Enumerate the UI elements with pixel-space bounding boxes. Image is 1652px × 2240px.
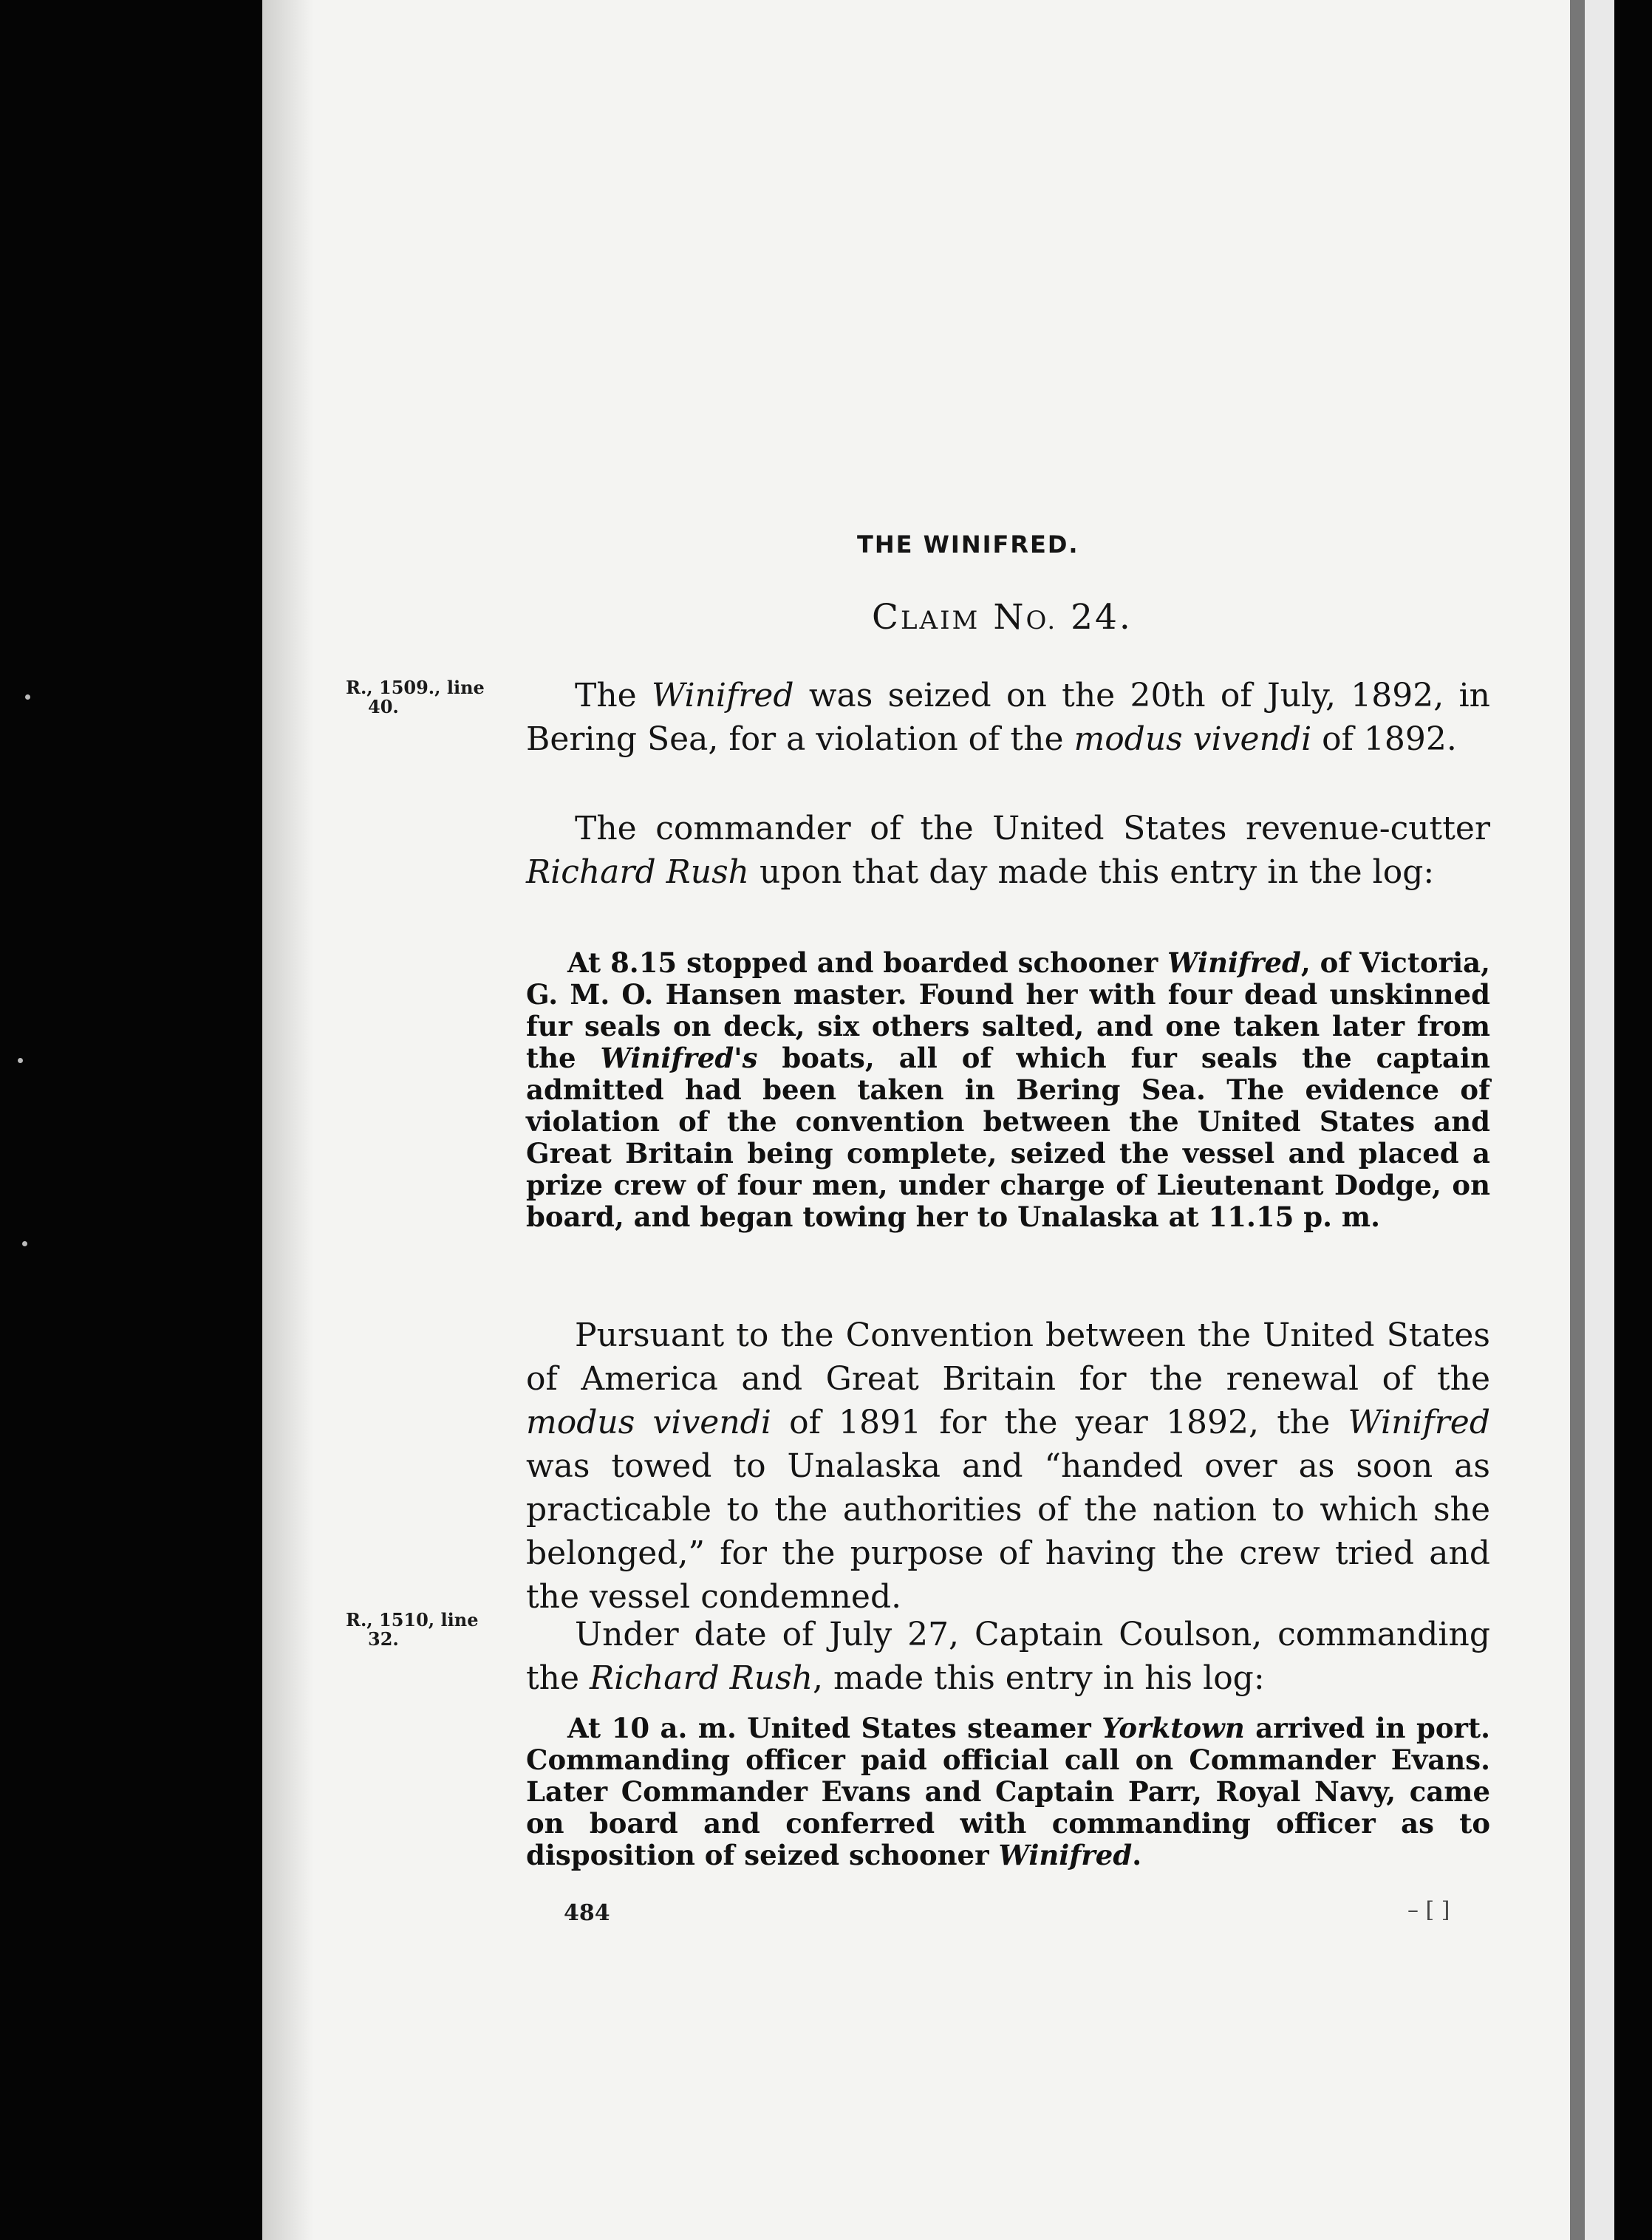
margin-reference-line: 32. [368,1628,399,1650]
scan-speck [18,1058,23,1063]
gutter-shadow [262,0,314,2240]
paragraph: The Winifred was seized on the 20th of July, 1892, in Bering Sea, for a violation of the modus vivendi of 1892. [526,677,1490,758]
vessel-name: Winifred [998,1839,1133,1871]
claim-number: 24. [1071,597,1133,638]
margin-reference [346,678,485,717]
chapter-heading: THE WINIFRED. [857,530,1079,559]
paragraph: Pursuant to the Convention between the United States of America and Great Britain for the renewal of the modus vivendi of 1891 for the year 1892, the Winifred was towed to Unalaska and “handed over as soon as practicable to the authorities of the nation to which she belonged,” for the purpose of having the crew tried and the vessel condemned. [526,1317,1491,1616]
vessel-name: Richard Rush [590,1659,813,1697]
margin-reference-line: R., 1510, line [346,1609,479,1631]
vessel-name: Richard Rush [526,853,749,891]
latin-term: modus vivendi [1074,720,1312,758]
paragraph: The commander of the United States revenue-cutter Richard Rush upon that day made this entry in the log: [526,810,1490,891]
claim-word-initial: C [872,597,901,638]
claim-title [872,597,1133,638]
log-quote: At 10 a. m. United States steamer Yorktown arrived in port. Commanding officer paid official call on Commander Evans. Later Commander Evans and Captain Parr, Royal Navy, came on board and conferred with commanding officer as to disposition of seized schooner Winifred. [526,1712,1490,1871]
margin-reference [346,1611,478,1649]
page-number: 484 [564,1900,610,1926]
claim-no-rest: O. [1025,606,1058,635]
paragraph: Under date of July 27, Captain Coulson, commanding the Richard Rush, made this entry in his log: [526,1616,1490,1697]
vessel-name: Yorktown [1102,1712,1245,1744]
vessel-name: Winifred's [600,1042,758,1074]
margin-reference-line: R., 1509., line [346,677,485,698]
claim-no-initial: N [993,597,1026,638]
margin-reference-line: 40. [368,696,399,717]
page-edge-light [1585,0,1614,2240]
latin-term: modus vivendi [526,1404,771,1441]
corner-mark: – [ ] [1407,1897,1450,1923]
vessel-name: Winifred [1348,1404,1491,1441]
vessel-name: Winifred [1167,946,1301,979]
log-quote: At 8.15 stopped and boarded schooner Winifred, of Victoria, G. M. O. Hansen master. Found her with four dead unskinned fur seals on deck, six others salted, and one taken later from the Winifred's boats, all of which fur seals the captain admitted had been taken in Bering Sea. The evidence of violation of the convention between the United States and Great Britain being complete, seized the vessel and placed a prize crew of four men, under charge of Lieutenant Dodge, on board, and began towing her to Unalaska at 11.15 p. m. [526,946,1491,1233]
page-edge [1570,0,1585,2240]
claim-word-rest: LAIM [900,606,980,635]
vessel-name: Winifred [652,677,794,714]
scan-speck [25,694,30,700]
scan-speck [22,1241,27,1246]
